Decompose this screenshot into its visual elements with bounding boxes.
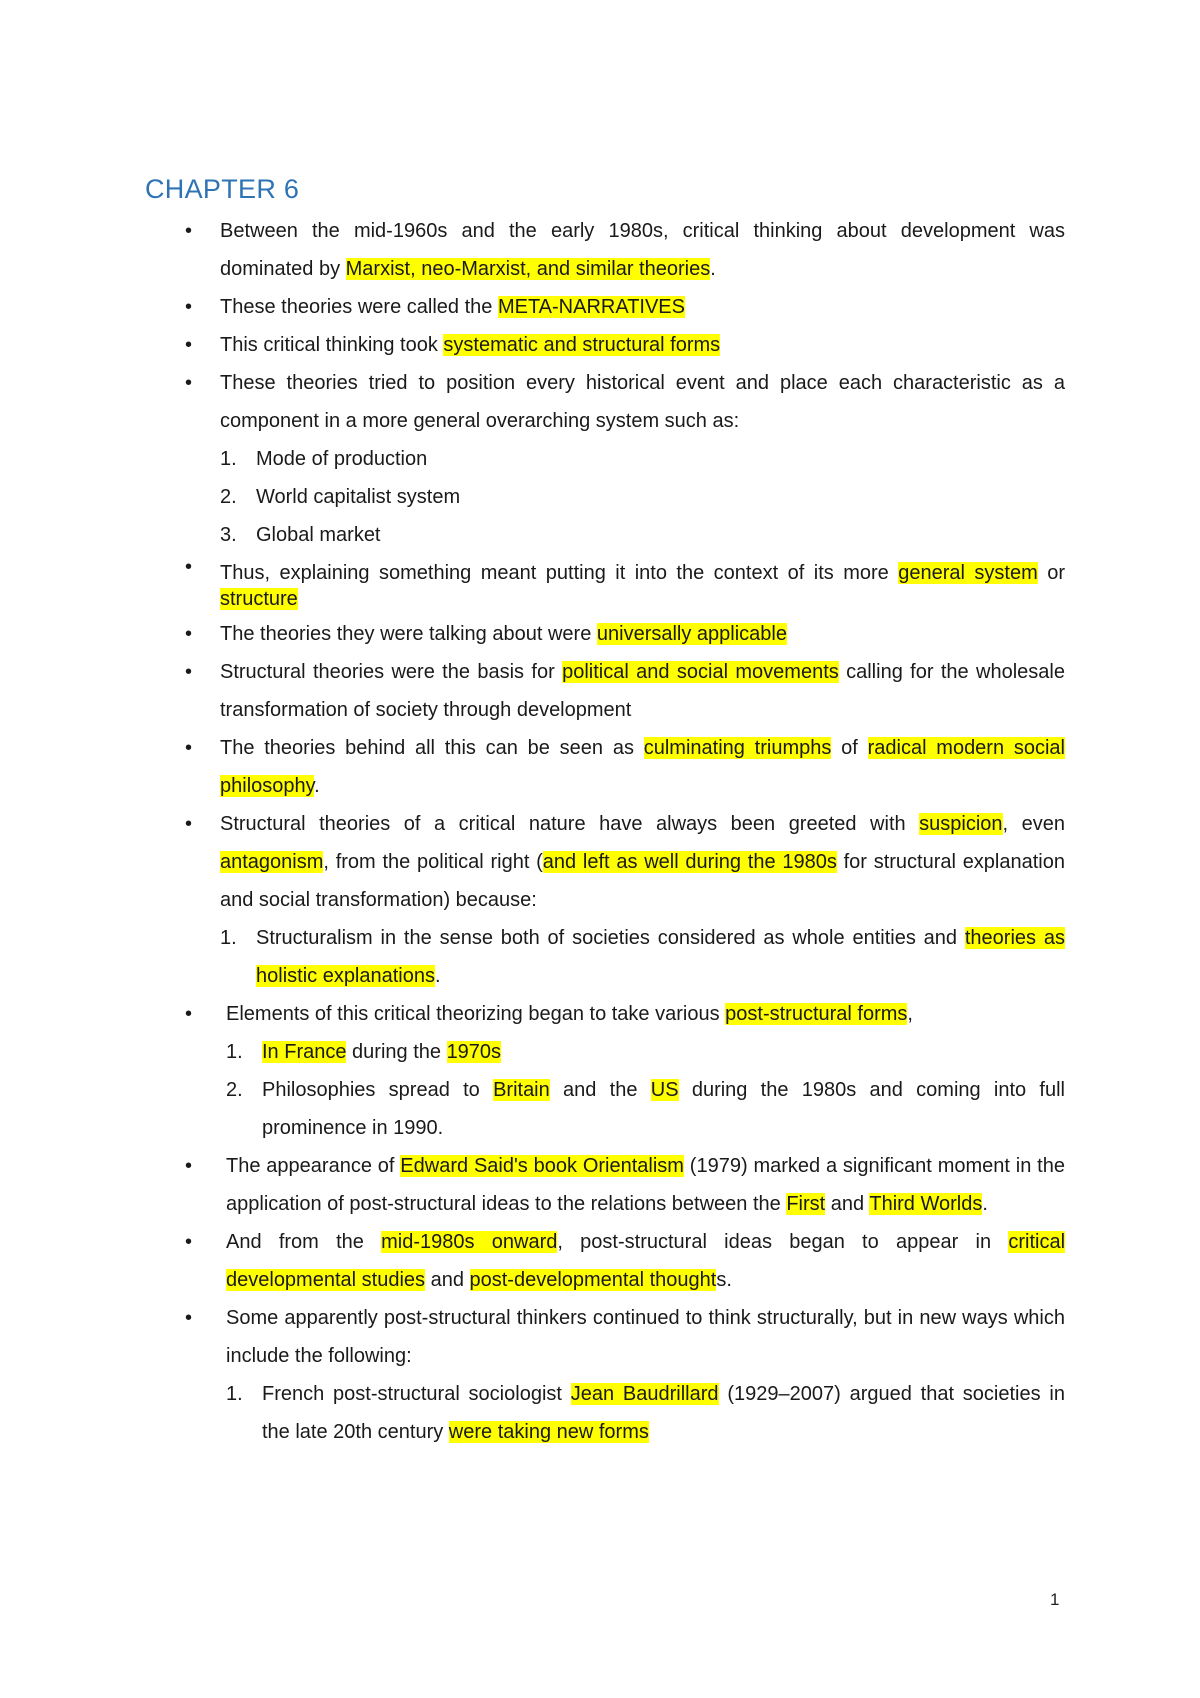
- text-run: Global market: [256, 524, 381, 546]
- text-run: Some apparently post-structural thinkers continued to think structurally, but in new ways which include the following:: [226, 1307, 1065, 1367]
- highlighted-text: political and social movements: [562, 661, 839, 683]
- highlighted-text: Britain: [493, 1079, 550, 1101]
- text-run: during the: [346, 1041, 447, 1063]
- text-run: And from the: [226, 1231, 382, 1253]
- item-number: 1.: [226, 1383, 243, 1405]
- document-body: [185, 212, 1065, 1451]
- bullet-item: [185, 653, 1065, 729]
- item-number: 2.: [220, 486, 237, 508]
- highlighted-text: post-developmental thought: [469, 1269, 717, 1291]
- text-run: .: [435, 965, 441, 987]
- numbered-item: [185, 1375, 1065, 1451]
- bullet-item: [185, 1299, 1065, 1375]
- highlighted-text: culminating triumphs: [643, 737, 832, 759]
- text-run: calling for the wholesale transformation of society through development: [220, 661, 1065, 721]
- numbered-item: [185, 919, 1065, 995]
- highlighted-text: Marxist, neo-Marxist, and similar theories: [345, 258, 711, 280]
- bullet-item: [185, 615, 1065, 653]
- highlighted-text: First: [786, 1193, 826, 1215]
- bullet-item: [185, 326, 1065, 364]
- text-run: s.: [716, 1269, 732, 1291]
- highlighted-text: antagonism: [220, 851, 324, 873]
- item-number: 1.: [220, 927, 237, 949]
- bullet-item: [185, 288, 1065, 326]
- text-run: during the 1980s and coming into full prominence in 1990.: [262, 1079, 1065, 1139]
- bullet-item: [185, 554, 1065, 615]
- text-run: (1979) marked a significant moment in the application of post-structural ideas to the relations between the: [226, 1155, 1065, 1215]
- text-run: This critical thinking took: [220, 334, 444, 356]
- highlighted-text: universally applicable: [596, 623, 787, 645]
- text-run: The theories behind all this can be seen as: [220, 737, 644, 759]
- text-run: These theories tried to position every historical event and place each characteristic as a component in a more general overarching system such as:: [220, 372, 1065, 432]
- item-number: 2.: [226, 1079, 243, 1101]
- highlighted-text: theories as holistic explanations: [256, 927, 1065, 987]
- numbered-item: [185, 478, 1065, 516]
- text-run: and the: [549, 1079, 651, 1101]
- highlighted-text: systematic and structural forms: [443, 334, 721, 356]
- text-run: for structural explanation and social transformation) because:: [220, 851, 1065, 911]
- highlighted-text: structure: [220, 588, 298, 610]
- text-run: The theories they were talking about were: [220, 623, 597, 645]
- bullet-item: [185, 1147, 1065, 1223]
- numbered-item: [185, 1033, 1065, 1071]
- text-run: Structuralism in the sense both of societies considered as whole entities and: [256, 927, 965, 949]
- highlighted-text: US: [650, 1079, 679, 1101]
- highlighted-text: mid-1980s onward: [381, 1231, 558, 1253]
- highlighted-text: were taking new forms: [448, 1421, 649, 1443]
- text-run: Between the mid-1960s and the early 1980s, critical thinking about development was dominated by: [220, 220, 1065, 280]
- bullet-item: [185, 1223, 1065, 1299]
- highlighted-text: and left as well during the 1980s: [542, 851, 837, 873]
- text-run: Structural theories were the basis for: [220, 661, 563, 683]
- numbered-item: [185, 516, 1065, 554]
- highlighted-text: post-structural forms: [725, 1003, 908, 1025]
- highlighted-text: META-NARRATIVES: [497, 296, 685, 318]
- text-run: (1929–2007) argued that societies in the late 20th century: [262, 1383, 1065, 1443]
- bullet-item: [185, 364, 1065, 440]
- bullet-item: [185, 995, 1065, 1033]
- numbered-item: [185, 1071, 1065, 1147]
- bullet-item: [185, 212, 1065, 288]
- text-run: Structural theories of a critical nature have always been greeted with: [220, 813, 920, 835]
- item-number: 1.: [220, 448, 237, 470]
- highlighted-text: radical modern social philosophy: [220, 737, 1065, 797]
- text-run: or: [1037, 562, 1065, 584]
- text-run: French post-structural sociologist: [262, 1383, 571, 1405]
- text-run: .: [982, 1193, 988, 1215]
- text-run: Thus, explaining something meant putting it into the context of its more: [220, 562, 899, 584]
- highlighted-text: critical developmental studies: [226, 1231, 1066, 1291]
- highlighted-text: Edward Said's book Orientalism: [400, 1155, 684, 1177]
- highlighted-text: suspicion: [919, 813, 1003, 835]
- item-number: 1.: [226, 1041, 243, 1063]
- text-run: Mode of production: [256, 448, 428, 470]
- page-number: 1: [1050, 1590, 1060, 1609]
- text-run: and: [425, 1269, 470, 1291]
- highlighted-text: general system: [898, 562, 1038, 584]
- text-run: .: [314, 775, 320, 797]
- text-run: ,: [907, 1003, 913, 1025]
- text-run: Elements of this critical theorizing began to take various: [226, 1003, 726, 1025]
- highlighted-text: Jean Baudrillard: [570, 1383, 719, 1405]
- text-run: and: [825, 1193, 870, 1215]
- bullet-item: [185, 805, 1065, 919]
- highlighted-text: Third Worlds: [869, 1193, 983, 1215]
- text-run: , even: [1002, 813, 1066, 835]
- text-run: World capitalist system: [256, 486, 461, 508]
- text-run: These theories were called the: [220, 296, 498, 318]
- item-number: 3.: [220, 524, 237, 546]
- highlighted-text: 1970s: [446, 1041, 502, 1063]
- chapter-heading: CHAPTER 6: [145, 174, 300, 204]
- text-run: Philosophies spread to: [262, 1079, 494, 1101]
- text-run: , from the political right (: [323, 851, 543, 873]
- text-run: of: [831, 737, 868, 759]
- text-run: The appearance of: [226, 1155, 401, 1177]
- text-run: .: [710, 258, 716, 280]
- numbered-item: [185, 440, 1065, 478]
- highlighted-text: In France: [262, 1041, 347, 1063]
- bullet-item: [185, 729, 1065, 805]
- text-run: , post-structural ideas began to appear in: [557, 1231, 1009, 1253]
